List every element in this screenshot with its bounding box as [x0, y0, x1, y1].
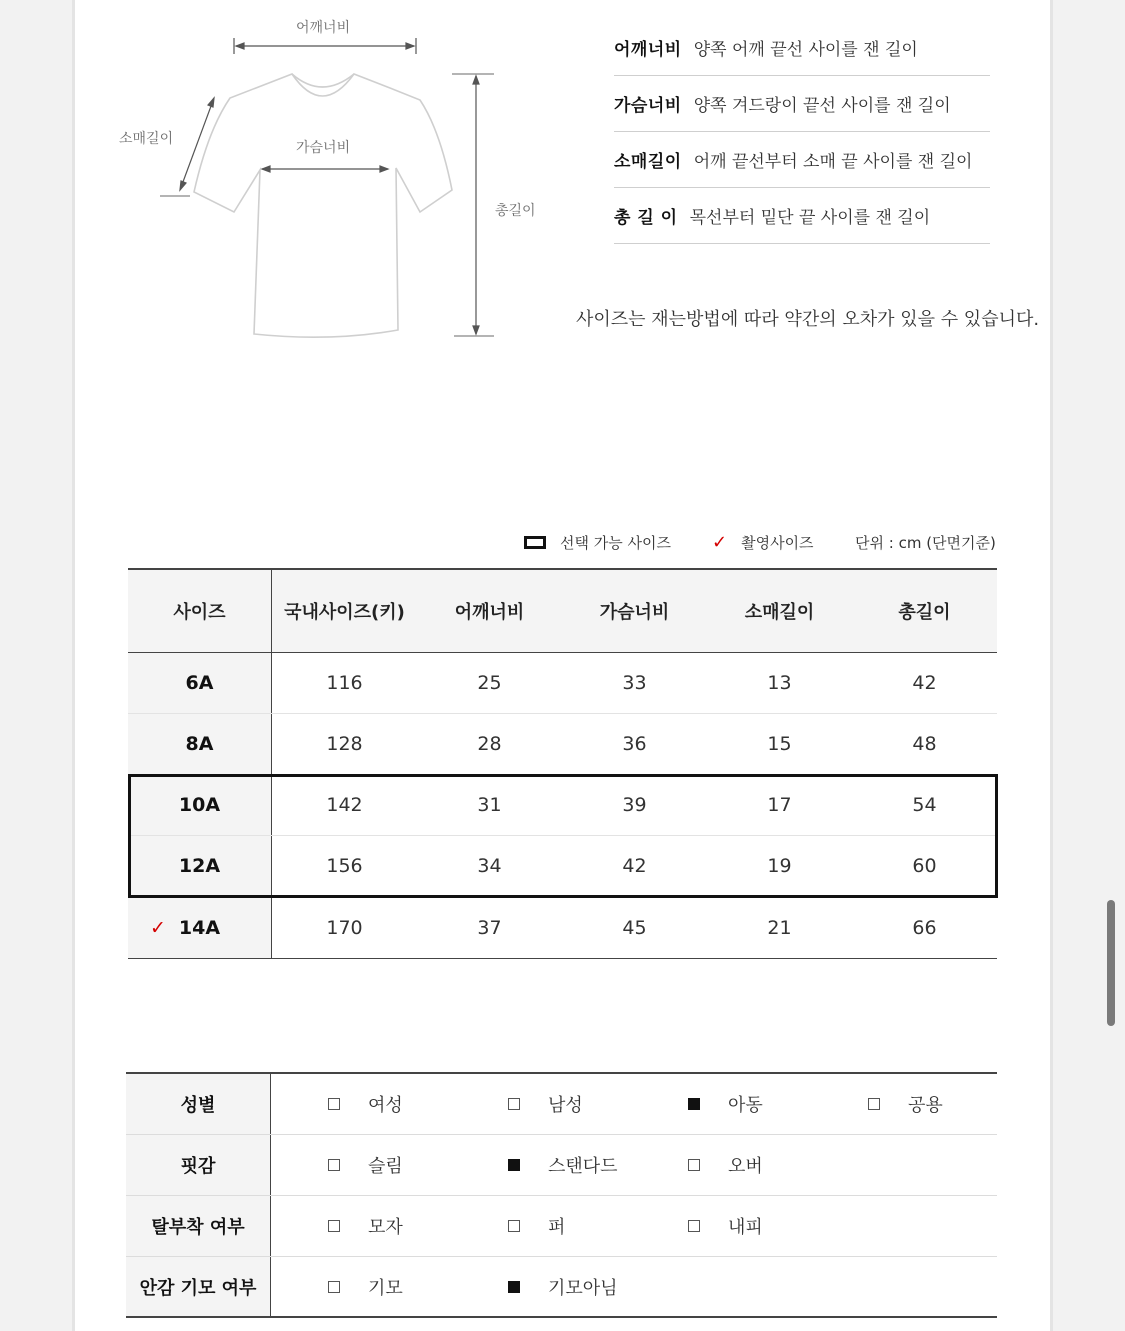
table-cell: 31: [477, 794, 502, 816]
checkbox-icon: [328, 1220, 340, 1232]
definition-term: 어깨너비: [614, 40, 682, 60]
table-cell: 142: [326, 794, 363, 816]
option: [508, 1257, 618, 1316]
definition-row: [614, 188, 990, 244]
legend-selectable: [524, 532, 671, 553]
table-cell: 37: [477, 916, 502, 939]
table-row: [128, 714, 997, 775]
table-cell: 66: [912, 916, 937, 939]
table-cell: 48: [912, 733, 937, 755]
table-cell: 34: [477, 855, 502, 877]
option: [328, 1196, 403, 1256]
checkbox-checked-icon: [508, 1159, 520, 1171]
table-cell: 17: [767, 794, 792, 816]
attribute-row-lining: [126, 1257, 997, 1318]
shoulder-label: 어깨너비: [296, 20, 351, 36]
table-cell: 128: [326, 733, 363, 755]
definition-desc: 양쪽 겨드랑이 끝선 사이를 잰 길이: [693, 96, 951, 116]
table-cell: 13: [767, 672, 792, 694]
checkbox-icon: [688, 1220, 700, 1232]
table-cell: 54: [912, 794, 937, 816]
tshirt-outline: [194, 74, 452, 337]
length-label: 총길이: [495, 203, 536, 219]
table-cell: 21: [767, 916, 792, 939]
checkbox-icon: [328, 1281, 340, 1293]
size-cell: 8A: [128, 714, 272, 774]
definition-term: 소매길이: [614, 152, 682, 172]
tshirt-measurement-diagram: [0, 0, 560, 380]
option: [328, 1135, 403, 1195]
table-cell: 15: [767, 733, 792, 755]
table-row: [128, 897, 997, 958]
header-cell: 어깨너비: [454, 602, 525, 623]
option-label: 퍼: [548, 1217, 566, 1238]
sleeve-label: 소매길이: [119, 131, 174, 147]
legend-photographed-label: 촬영사이즈: [741, 534, 814, 552]
header-cell: 소매길이: [744, 602, 815, 623]
size-cell-label: 14A: [178, 916, 221, 939]
checkbox-icon: [328, 1159, 340, 1171]
table-cell: 39: [622, 794, 647, 816]
unit-label: 단위 : cm (단면기준): [855, 534, 996, 552]
option: [328, 1074, 403, 1134]
size-cell: 12A: [128, 836, 272, 896]
measurement-note: 사이즈는 재는방법에 따라 약간의 오차가 있을 수 있습니다.: [576, 309, 1040, 330]
attribute-label: 안감 기모 여부: [126, 1257, 271, 1316]
table-cell: 42: [622, 855, 647, 877]
option-label: 오버: [728, 1156, 763, 1177]
option: [508, 1135, 618, 1195]
checkbox-icon: [328, 1098, 340, 1110]
header-cell: 사이즈: [128, 570, 272, 652]
option: [508, 1074, 583, 1134]
attribute-label: 탈부착 여부: [126, 1196, 271, 1256]
option: [868, 1074, 943, 1134]
table-cell: 170: [326, 916, 363, 939]
checkbox-icon: [508, 1098, 520, 1110]
option: [688, 1074, 763, 1134]
option-label: 남성: [548, 1095, 583, 1116]
table-cell: 116: [326, 672, 363, 694]
size-cell: 6A: [128, 653, 272, 713]
definition-desc: 어깨 끝선부터 소매 끝 사이를 잰 길이: [693, 152, 973, 172]
chest-label: 가슴너비: [296, 140, 351, 156]
check-icon: ✓: [712, 532, 728, 553]
option-label: 모자: [368, 1217, 403, 1238]
attribute-label: 성별: [126, 1074, 271, 1134]
option-label: 여성: [368, 1095, 403, 1116]
attribute-row-detachable: [126, 1196, 997, 1257]
checkbox-checked-icon: [688, 1098, 700, 1110]
legend-unit: [855, 532, 996, 553]
legend-photographed: [712, 532, 814, 553]
option: [508, 1196, 565, 1256]
option-label: 아동: [728, 1095, 763, 1116]
attribute-row-fit: [126, 1135, 997, 1196]
option-label: 스탠다드: [548, 1156, 618, 1177]
measurement-definitions: [614, 20, 990, 244]
header-cell: 가슴너비: [599, 602, 670, 623]
option: [328, 1257, 403, 1316]
option-label: 슬림: [368, 1156, 403, 1177]
checkbox-icon: [508, 1220, 520, 1232]
table-cell: 156: [326, 855, 363, 877]
table-cell: 60: [912, 855, 937, 877]
header-cell: 총길이: [898, 602, 951, 623]
definition-row: [614, 76, 990, 132]
option: [688, 1135, 763, 1195]
option-label: 기모: [368, 1277, 403, 1299]
check-icon: ✓: [150, 916, 166, 939]
option: [688, 1196, 763, 1256]
option-label: 내피: [728, 1217, 763, 1238]
checkbox-icon: [868, 1098, 880, 1110]
size-table: [128, 568, 997, 959]
definition-term: 가슴너비: [614, 96, 682, 116]
selectable-box-icon: [524, 536, 546, 549]
table-cell: 42: [912, 672, 937, 694]
checkbox-icon: [688, 1159, 700, 1171]
table-row: [128, 836, 997, 897]
attribute-label: 핏감: [126, 1135, 271, 1195]
table-cell: 33: [622, 672, 647, 694]
option-label: 기모아님: [548, 1277, 618, 1299]
attribute-table: [126, 1072, 997, 1318]
scrollbar-thumb[interactable]: [1107, 900, 1115, 1026]
table-cell: 25: [477, 672, 502, 694]
legend-selectable-label: 선택 가능 사이즈: [560, 534, 671, 552]
definition-desc: 양쪽 어깨 끝선 사이를 잰 길이: [693, 40, 918, 60]
table-row: [128, 775, 997, 836]
table-row: [128, 653, 997, 714]
definition-row: [614, 132, 990, 188]
definition-term: 총 길 이: [614, 208, 678, 228]
attribute-row-gender: [126, 1074, 997, 1135]
table-cell: 28: [477, 733, 502, 755]
table-cell: 45: [622, 916, 647, 939]
option-label: 공용: [908, 1095, 943, 1116]
checkbox-checked-icon: [508, 1281, 520, 1293]
table-cell: 19: [767, 855, 792, 877]
size-cell: [128, 897, 272, 958]
size-table-header: [128, 570, 997, 653]
table-cell: 36: [622, 733, 647, 755]
definition-row: [614, 20, 990, 76]
size-cell: 10A: [128, 775, 272, 835]
header-cell: 국내사이즈(키): [284, 602, 405, 623]
definition-desc: 목선부터 밑단 끝 사이를 잰 길이: [689, 208, 931, 228]
